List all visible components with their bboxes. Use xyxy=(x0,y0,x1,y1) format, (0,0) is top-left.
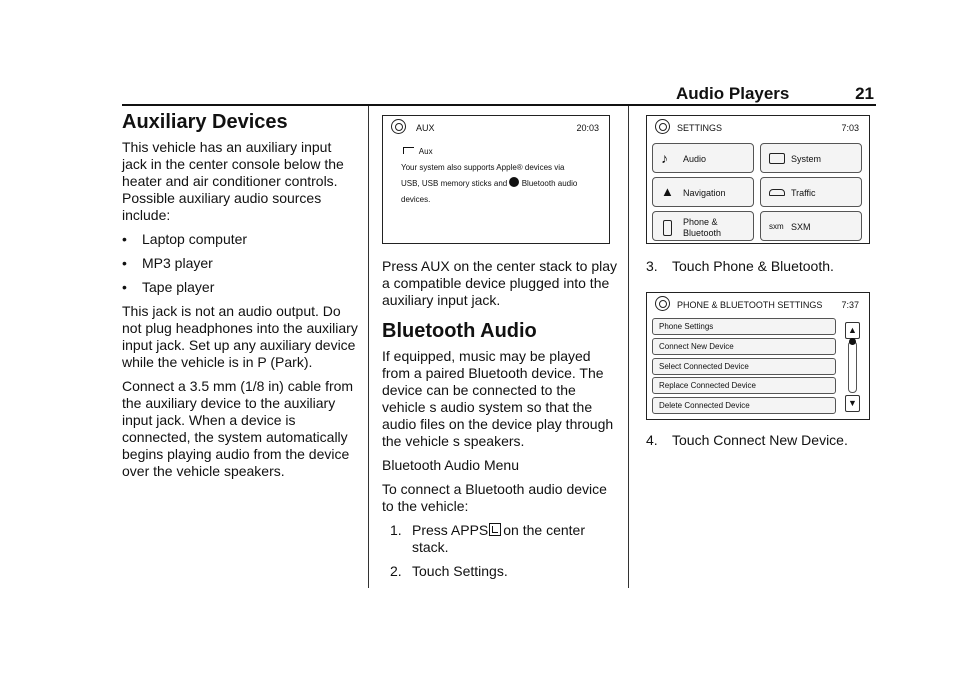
tile-sxm[interactable] xyxy=(760,211,862,241)
bluetooth-icon xyxy=(509,177,519,187)
tile-label: System xyxy=(791,154,822,164)
section-heading-auxiliary: Auxiliary Devices xyxy=(122,111,288,133)
screen-title: AUX xyxy=(416,123,435,133)
screen-header xyxy=(647,116,869,138)
screen-clock: 20:03 xyxy=(576,123,599,133)
tile-label: Audio xyxy=(683,154,707,164)
bullet-item xyxy=(122,279,358,296)
menu-row-replace-connected-device[interactable] xyxy=(652,377,836,394)
aux-source-label: Aux xyxy=(418,147,433,156)
section-heading-bluetooth: Bluetooth Audio xyxy=(382,320,537,342)
tile-label: Navigation xyxy=(683,188,726,198)
bullet-mark: • xyxy=(122,279,127,295)
tile-label-line: Phone & xyxy=(683,217,718,227)
bullet-text: Laptop computer xyxy=(142,231,248,247)
message-text: USB, USB memory sticks and xyxy=(401,179,508,188)
navigation-arrow-icon: ▲ xyxy=(661,184,674,199)
step-item xyxy=(382,522,622,556)
tile-navigation[interactable] xyxy=(652,177,754,207)
running-header-title: Audio Players xyxy=(676,84,790,103)
aux-plug-icon xyxy=(403,147,414,154)
step-text: Press APPS xyxy=(412,522,489,538)
message-line: Your system also supports Apple® devices via xyxy=(401,163,565,172)
step-text: Touch Phone & Bluetooth. xyxy=(672,258,834,274)
menu-row-label: Select Connected Device xyxy=(659,362,749,371)
sxm-logo: sxm xyxy=(769,222,784,231)
menu-row-select-connected-device[interactable] xyxy=(652,358,836,375)
tile-system[interactable] xyxy=(760,143,862,173)
bluetooth-connect-intro: To connect a Bluetooth audio device to the vehicle: xyxy=(382,481,607,514)
display-icon xyxy=(769,153,785,164)
bluetooth-paragraph: If equipped, music may be played from a paired Bluetooth device. The device can be connected to the vehicle s audio system so that the audio files on the device play through the vehicle s speakers. xyxy=(382,348,614,449)
bullet-text: Tape player xyxy=(142,279,215,295)
column-divider-1 xyxy=(368,106,369,588)
step-number: 2. xyxy=(390,563,402,579)
menu-row-label: Replace Connected Device xyxy=(659,381,756,390)
right-column-step3 xyxy=(646,258,876,275)
step-text: on the center stack. xyxy=(412,522,585,555)
aux-source-icon xyxy=(391,119,406,134)
menu-row-label: Delete Connected Device xyxy=(659,401,750,410)
tile-traffic[interactable] xyxy=(760,177,862,207)
screen-header xyxy=(383,116,609,138)
phone-icon xyxy=(663,220,672,236)
tile-label: Traffic xyxy=(791,188,816,198)
step-item xyxy=(646,258,876,275)
aux-warning-paragraph: This jack is not an audio output. Do not plug headphones into the auxiliary input jack. Set up any auxiliary device while the vehicle is in P (Park). xyxy=(122,303,358,370)
tile-audio[interactable] xyxy=(652,143,754,173)
menu-row-connect-new-device[interactable] xyxy=(652,338,836,355)
screen-clock: 7:37 xyxy=(841,300,859,310)
bullet-text: MP3 player xyxy=(142,255,213,271)
gear-icon xyxy=(655,296,670,311)
aux-connect-paragraph: Connect a 3.5 mm (1/8 in) cable from the auxiliary device to the auxiliary input jack. When a device is connected, the system automatically begins playing audio from the device over the vehicle speakers. xyxy=(122,378,354,479)
aux-source-label-row xyxy=(403,147,433,156)
middle-column xyxy=(382,258,622,580)
step-number: 1. xyxy=(390,522,402,538)
bluetooth-menu-subheading: Bluetooth Audio Menu xyxy=(382,457,519,473)
scrollbar-thumb[interactable] xyxy=(849,338,856,345)
page-number: 21 xyxy=(855,84,874,103)
tile-label-two-line xyxy=(683,217,721,239)
car-icon xyxy=(769,189,785,196)
scroll-up-button[interactable]: ▲ xyxy=(845,322,860,339)
bullet-mark: • xyxy=(122,231,127,247)
tile-label-line: Bluetooth xyxy=(683,228,722,238)
music-note-icon: ♪ xyxy=(661,150,668,166)
scrollbar-track[interactable] xyxy=(848,341,857,393)
right-column-step4 xyxy=(646,432,876,449)
bullet-mark: • xyxy=(122,255,127,271)
settings-screen-image xyxy=(646,115,870,244)
bullet-item xyxy=(122,255,358,272)
header-rule xyxy=(122,104,876,106)
screen-header xyxy=(647,293,869,315)
aux-caption: Press AUX on the center stack to play a compatible device plugged into the auxiliary input jack. xyxy=(382,258,618,308)
apps-icon xyxy=(489,523,501,536)
menu-row-phone-settings[interactable] xyxy=(652,318,836,335)
menu-row-label: Phone Settings xyxy=(659,322,714,331)
aux-screen-message xyxy=(401,160,577,208)
menu-row-delete-connected-device[interactable] xyxy=(652,397,836,414)
message-line: devices. xyxy=(401,195,431,204)
bullet-item xyxy=(122,231,358,248)
aux-intro-paragraph: This vehicle has an auxiliary input jack in the center console below the heater and air conditioner controls. Possible auxiliary audio sources include: xyxy=(122,139,344,223)
step-number: 4. xyxy=(646,432,658,448)
scroll-down-button[interactable]: ▼ xyxy=(845,395,860,412)
step-item xyxy=(382,563,622,580)
left-column xyxy=(122,110,358,480)
column-divider-2 xyxy=(628,106,629,588)
menu-row-label: Connect New Device xyxy=(659,342,734,351)
phone-bluetooth-screen-image xyxy=(646,292,870,420)
step-text: Touch Settings. xyxy=(412,563,508,579)
tile-label: SXM xyxy=(791,222,811,232)
screen-title: SETTINGS xyxy=(677,123,723,133)
gear-icon xyxy=(655,119,670,134)
tile-phone-bluetooth[interactable] xyxy=(652,211,754,241)
message-text: Bluetooth audio xyxy=(521,179,578,188)
aux-screen-image xyxy=(382,115,610,244)
message-line xyxy=(401,176,577,192)
step-item xyxy=(646,432,876,449)
screen-title: PHONE & BLUETOOTH SETTINGS xyxy=(677,300,823,310)
step-number: 3. xyxy=(646,258,658,274)
screen-clock: 7:03 xyxy=(841,123,859,133)
step-text: Touch Connect New Device. xyxy=(672,432,848,448)
